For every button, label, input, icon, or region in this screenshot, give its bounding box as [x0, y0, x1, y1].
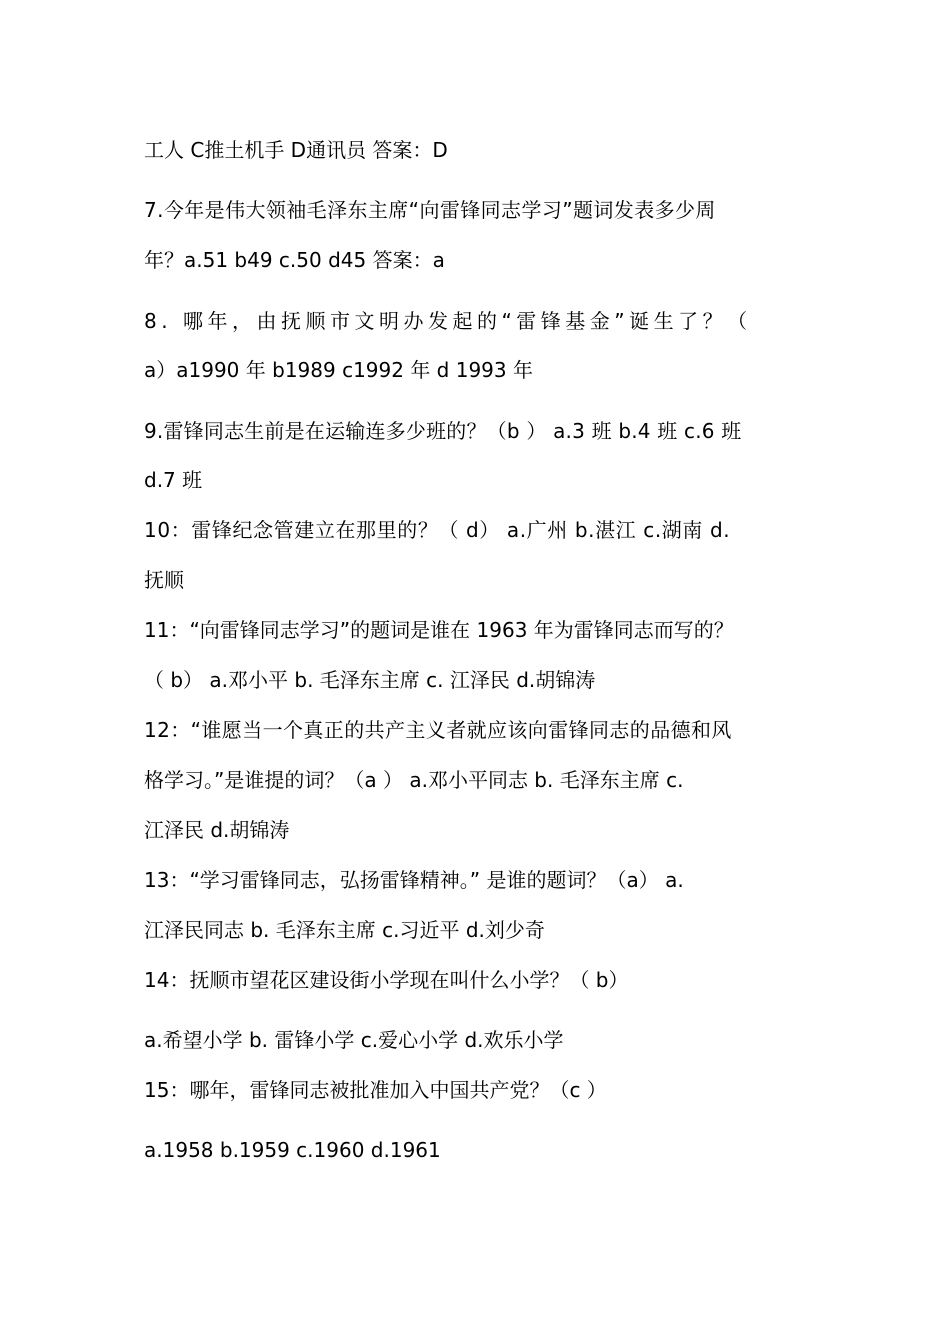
text-line-question-10-options: 抚顺 [144, 568, 184, 592]
text-line-question-11-options: （ b） a.邓小平 b. 毛泽东主席 c. 江泽民 d.胡锦涛 [144, 668, 596, 692]
text-line-question-15: 15：哪年，雷锋同志被批准加入中国共产党？（c ） [144, 1078, 607, 1102]
text-line-question-15-options: a.1958 b.1959 c.1960 d.1961 [144, 1138, 441, 1162]
text-line-question-12: 12：“谁愿当一个真正的共产主义者就应该向雷锋同志的品德和风 [144, 718, 732, 742]
text-line-question-10: 10：雷锋纪念管建立在那里的？（ d） a.广州 b.湛江 c.湖南 d. [144, 518, 731, 542]
text-line-question-7: 7.今年是伟大领袖毛泽东主席“向雷锋同志学习”题词发表多少周 [144, 198, 716, 222]
text-line-question-9: 9.雷锋同志生前是在运输连多少班的？（b ） a.3 班 b.4 班 c.6 班 [144, 419, 742, 443]
text-line-question-12-options-cont: 江泽民 d.胡锦涛 [144, 818, 290, 842]
text-line-question-13-options: 江泽民同志 b. 毛泽东主席 c.习近平 d.刘少奇 [144, 918, 545, 942]
text-line-question-7-options: 年？a.51 b49 c.50 d45 答案：a [144, 248, 445, 272]
text-line-question-11: 11：“向雷锋同志学习”的题词是谁在 1963 年为雷锋同志而写的？ [144, 618, 734, 642]
text-line-answer-6-tail: 工人 C推土机手 D通讯员 答案：D [144, 138, 448, 162]
text-line-question-14: 14：抚顺市望花区建设街小学现在叫什么小学？（ b） [144, 968, 629, 992]
text-line-question-12-options: 格学习。”是谁提的词？（a ） a.邓小平同志 b. 毛泽东主席 c. [144, 768, 684, 792]
text-line-question-8: 8. 哪年，由抚顺市文明办发起的“雷锋基金”诞生了？（ [144, 309, 752, 333]
text-line-question-14-options: a.希望小学 b. 雷锋小学 c.爱心小学 d.欢乐小学 [144, 1028, 564, 1052]
text-line-question-8-options: a）a1990 年 b1989 c1992 年 d 1993 年 [144, 358, 533, 382]
text-line-question-13: 13：“学习雷锋同志，弘扬雷锋精神。” 是谁的题词？（a） a. [144, 868, 684, 892]
text-line-question-9-options: d.7 班 [144, 468, 203, 492]
